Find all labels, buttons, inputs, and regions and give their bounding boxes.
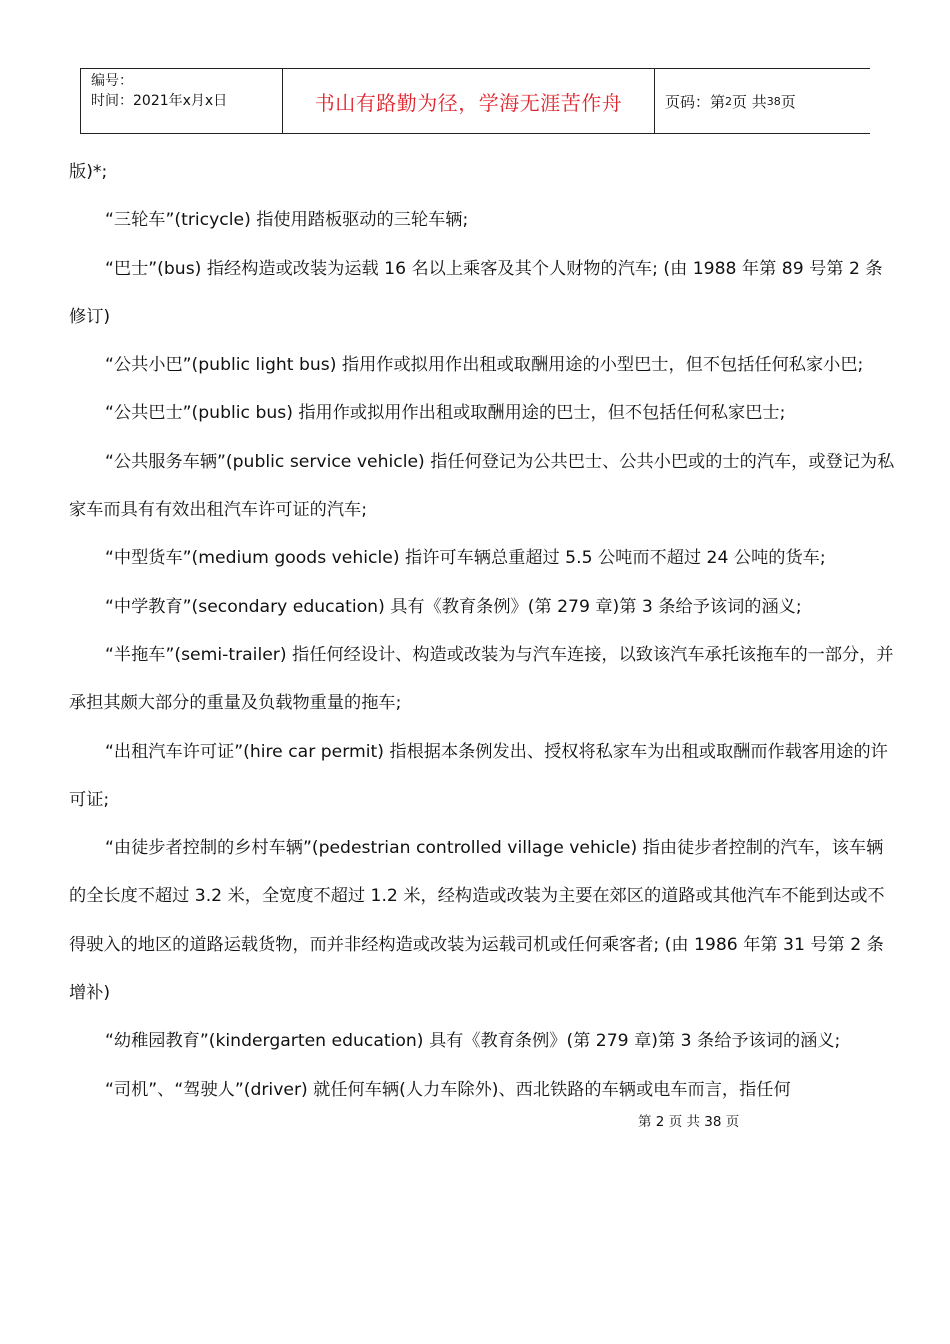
definition-bus: “巴士”(bus) 指经构造或改装为运载 16 名以上乘客及其个人财物的汽车; (由 1988 年第 89 号第 2 条修订) — [69, 258, 883, 327]
page-suffix: 页 — [780, 92, 796, 111]
header-page-indicator — [655, 69, 870, 133]
page-prefix: 页码：第 — [665, 92, 726, 111]
footer-current: 2 — [655, 1114, 665, 1130]
footer-prefix: 第 — [638, 1114, 652, 1130]
header-motto: 书山有路勤为径，学海无涯苦作舟 — [283, 69, 655, 133]
definition-public-service-vehicle: “公共服务车辆”(public service vehicle) 指任何登记为公共巴士、公共小巴或的士的汽车，或登记为私家车而具有有效出租汽车许可证的汽车; — [69, 451, 895, 521]
header-meta — [81, 69, 283, 133]
page-header — [80, 68, 870, 134]
definition-pedestrian-controlled-village-vehicle: “由徒步者控制的乡村车辆”(pedestrian controlled village vehicle) 指由徒步者控制的汽车，该车辆的全长度不超过 3.2 米，全宽度不超过 1.2 米，经构造或改装为主要在郊区的道路或其他汽车不能到达或不得驶入的地区的道路运载货物，而并非经构造或改装为运载司机或任何乘客者; (由 1986 年第 31 号第 2 条增补) — [69, 838, 885, 1004]
paragraph-continuation: 版)*; — [69, 162, 108, 182]
definition-secondary-education: “中学教育”(secondary education) 具有《教育条例》(第 279 章)第 3 条给予该词的涵义; — [105, 596, 802, 617]
definition-public-bus: “公共巴士”(public bus) 指用作或拟用作出租或取酬用途的巴士，但不包括任何私家巴士; — [105, 403, 786, 424]
document-number-label: 编号： — [91, 73, 133, 89]
definition-public-light-bus: “公共小巴”(public light bus) 指用作或拟用作出租或取酬用途的小型巴士，但不包括任何私家小巴; — [105, 355, 864, 376]
definition-kindergarten-education: “幼稚园教育”(kindergarten education) 具有《教育条例》(第 279 章)第 3 条给予该词的涵义; — [105, 1031, 841, 1052]
page-total: 38 — [766, 94, 781, 108]
document-date: 时间：2021年x月x日 — [91, 93, 228, 109]
definition-semi-trailer: “半拖车”(semi-trailer) 指任何经设计、构造或改装为与汽车连接，以致该汽车承托该拖车的一部分，并承担其颇大部分的重量及负载物重量的拖车; — [69, 644, 894, 714]
page-current: 2 — [725, 94, 733, 108]
footer-middle: 页 共 — [668, 1114, 700, 1130]
page-middle: 页 共 — [732, 92, 767, 111]
definition-driver: “司机”、“驾驶人”(driver) 就任何车辆(人力车除外)、西北铁路的车辆或电车而言，指任何 — [105, 1079, 791, 1100]
page-footer-number — [638, 1113, 739, 1131]
definition-medium-goods-vehicle: “中型货车”(medium goods vehicle) 指许可车辆总重超过 5.5 公吨而不超过 24 公吨的货车; — [105, 548, 826, 569]
definition-hire-car-permit: “出租汽车许可证”(hire car permit) 指根据本条例发出、授权将私家车为出租或取酬而作载客用途的许可证; — [69, 741, 888, 810]
definition-tricycle: “三轮车”(tricycle) 指使用踏板驱动的三轮车辆; — [105, 210, 469, 231]
footer-total: 38 — [704, 1114, 722, 1130]
document-body — [69, 148, 895, 1114]
footer-suffix: 页 — [725, 1114, 740, 1130]
